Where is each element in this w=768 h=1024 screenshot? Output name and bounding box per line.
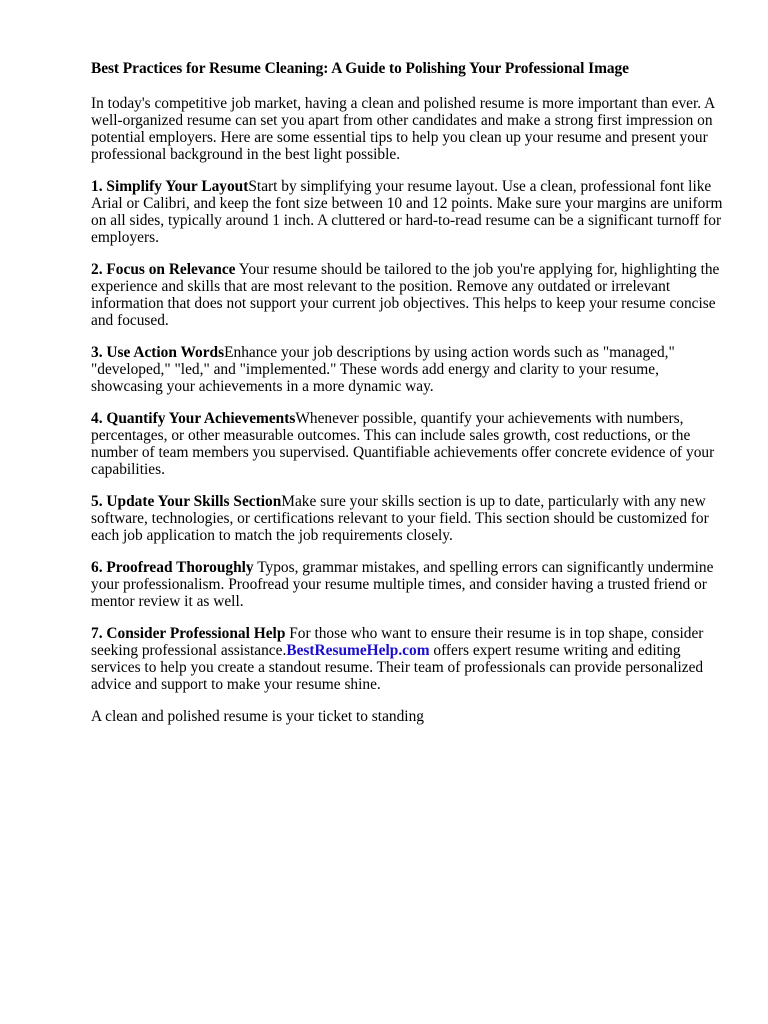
closing-paragraph: A clean and polished resume is your ticket to standing bbox=[91, 708, 424, 725]
section-body: Make sure your skills section is up to date, particularly with any new software, technologies, or certifications relevant to your field. This section should be customized for each job application to match the job requirements closely. bbox=[91, 493, 709, 544]
section-heading: 3. Use Action Words bbox=[91, 344, 225, 361]
section-body: Typos, grammar mistakes, and spelling errors can significantly undermine your professionalism. Proofread your resume multiple times, and consider having a trusted friend or mentor review it as well. bbox=[91, 559, 714, 610]
section-heading: 7. Consider Professional Help bbox=[91, 625, 286, 642]
section-body: Enhance your job descriptions by using action words such as "managed," "developed," "led," and "implemented." These words add energy and clarity to your resume, showcasing your achievements in a more dynamic way. bbox=[91, 344, 675, 395]
section-proofread bbox=[91, 559, 731, 610]
bestresumehelp-link[interactable]: BestResumeHelp.com bbox=[286, 642, 430, 659]
section-update-skills bbox=[91, 493, 731, 544]
section-heading: 6. Proofread Thoroughly bbox=[91, 559, 254, 576]
document-title: Best Practices for Resume Cleaning: A Guide to Polishing Your Professional Image bbox=[91, 60, 629, 77]
intro-paragraph: In today's competitive job market, having a clean and polished resume is more important than ever. A well-organized resume can set you apart from other candidates and make a strong first impression on potential employers. Here are some essential tips to help you clean up your resume and present your professional background in the best light possible. bbox=[91, 95, 715, 163]
section-body: For those who want to ensure their resume is in top shape, consider seeking professional assistance. bbox=[91, 625, 704, 659]
document-page bbox=[91, 60, 731, 740]
section-heading: 4. Quantify Your Achievements bbox=[91, 410, 296, 427]
section-quantify-achievements bbox=[91, 410, 731, 478]
section-body: Whenever possible, quantify your achievements with numbers, percentages, or other measurable outcomes. This can include sales growth, cost reductions, or the number of team members you supervised. Quantifiable achievements offer concrete evidence of your capabilities. bbox=[91, 410, 715, 478]
section-action-words bbox=[91, 344, 731, 395]
section-body: Your resume should be tailored to the job you're applying for, highlighting the experience and skills that are most relevant to the position. Remove any outdated or irrelevant information that does not support your current job objectives. This helps to keep your resume concise and focused. bbox=[91, 261, 720, 329]
section-simplify-layout bbox=[91, 178, 731, 246]
section-focus-relevance bbox=[91, 261, 731, 329]
section-heading: 2. Focus on Relevance bbox=[91, 261, 236, 278]
section-body: offers expert resume writing and editing services to help you create a standout resume. Their team of professionals can provide personalized advice and support to make your resume shine. bbox=[91, 642, 704, 693]
section-heading: 5. Update Your Skills Section bbox=[91, 493, 282, 510]
section-professional-help bbox=[91, 625, 731, 693]
section-heading: 1. Simplify Your Layout bbox=[91, 178, 249, 195]
section-body: Start by simplifying your resume layout. Use a clean, professional font like Arial or Calibri, and keep the font size between 10 and 12 points. Make sure your margins are uniform on all sides, typically around 1 inch. A cluttered or hard-to-read resume can be a significant turnoff for employers. bbox=[91, 178, 723, 246]
